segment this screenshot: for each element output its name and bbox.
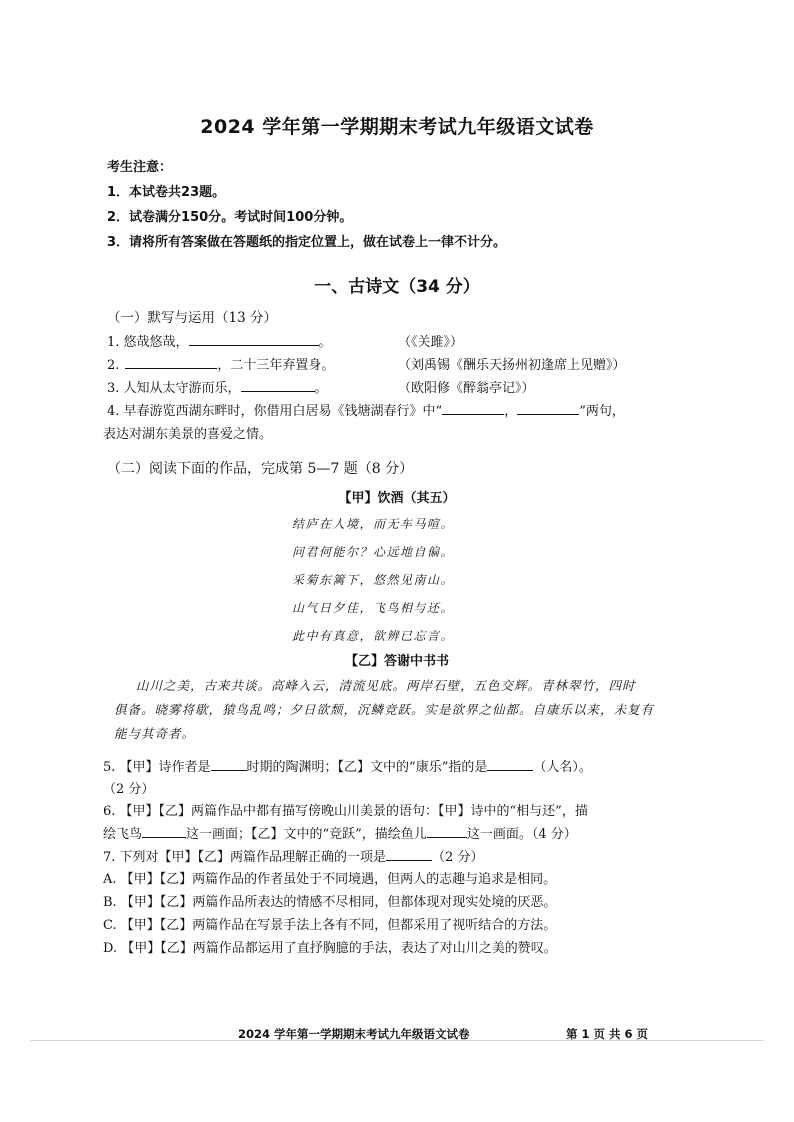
q3-suffix: 。 <box>314 381 328 396</box>
page-title: 2024 学年第一学期期末考试九年级语文试卷 <box>200 116 594 138</box>
q4-text-c: ”两句， <box>579 404 625 419</box>
answer-blank <box>125 356 217 369</box>
section-title: 一、古诗文（34 分） <box>314 277 480 297</box>
q2-prefix: 2. <box>107 358 120 373</box>
page-number: 第 1 页 共 6 页 <box>566 1027 649 1041</box>
q1-suffix: 。 <box>318 335 332 350</box>
notice-item: 2．试卷满分150分。考试时间100分钟。 <box>107 210 353 225</box>
q6-text-b: 这一画面；【乙】文中的“竞跃”，描绘鱼儿 <box>186 827 427 842</box>
poem-line: 结庐在人境，而无车马喧。 <box>292 517 455 531</box>
notice-item: 3．请将所有答案做在答题纸的指定位置上，做在试卷上一律不计分。 <box>107 235 507 250</box>
question-6: 6. 【甲】【乙】两篇作品中都有描写傍晚山川美景的语句：【甲】诗中的“相与还”，描 <box>103 804 588 819</box>
q4-line2: 表达对湖东美景的喜爱之情。 <box>103 427 273 442</box>
poem-line: 问君何能尔？心远地自偏。 <box>292 545 455 559</box>
q2-suffix: ，二十三年弃置身。 <box>217 358 335 373</box>
q3-source: （欧阳修《醉翁亭记》） <box>398 381 535 396</box>
prose-line: 山川之美，古来共谈。高峰入云，清流见底。两岸石壁，五色交辉。青林翠竹，四时 <box>136 678 636 693</box>
question-7 <box>103 846 483 865</box>
question-5 <box>103 756 592 775</box>
answer-blank <box>427 825 467 838</box>
part1-heading: （一）默写与运用（13 分） <box>107 310 277 326</box>
answer-blank <box>142 825 186 838</box>
option-a: A. 【甲】【乙】两篇作品的作者虽处于不同境遇，但两人的志趣与追求是相同。 <box>103 872 557 887</box>
q6-line2 <box>103 823 577 842</box>
answer-blank <box>189 333 319 346</box>
q1-prefix: 1. 悠哉悠哉， <box>107 335 189 350</box>
notice-heading: 考生注意： <box>107 160 173 175</box>
option-b: B. 【甲】【乙】两篇作品所表达的情感不尽相同，但都体现对现实处境的厌恶。 <box>103 895 557 910</box>
question-4 <box>107 400 625 419</box>
q5-text-b: 时期的陶渊明；【乙】文中的“康乐”指的是 <box>246 760 488 775</box>
poem-line: 此中有真意，欲辨已忘言。 <box>292 629 455 643</box>
poem-title: 【甲】饮酒（其五） <box>338 491 456 506</box>
poem-line: 山气日夕佳，飞鸟相与还。 <box>292 601 455 615</box>
q4-text-b: ， <box>504 404 518 419</box>
q5-score: （2 分） <box>103 782 155 797</box>
option-d: D. 【甲】【乙】两篇作品都运用了直抒胸臆的手法，表达了对山川之美的赞叹。 <box>103 941 557 956</box>
answer-blank <box>487 758 533 771</box>
q5-text-a: 5. 【甲】诗作者是 <box>103 760 211 775</box>
question-1 <box>107 331 332 350</box>
q4-text-a: 4. 早春游览西湖东畔时，你借用白居易《钱塘湖春行》中“ <box>107 404 443 419</box>
option-c: C. 【甲】【乙】两篇作品在写景手法上各有不同，但都采用了视听结合的方法。 <box>103 918 557 933</box>
q1-source: （《关雎》） <box>398 335 464 350</box>
answer-blank <box>517 402 579 415</box>
poem-line: 采菊东篱下，悠然见南山。 <box>292 573 455 587</box>
answer-blank <box>211 758 247 771</box>
notice-item: 1．本试卷共23题。 <box>107 185 226 200</box>
q7-text-b: （2 分） <box>432 850 484 865</box>
q7-text-a: 7. 下列对【甲】【乙】两篇作品理解正确的一项是 <box>103 850 387 865</box>
answer-blank <box>386 848 432 861</box>
q2-source: （刘禹锡《酬乐天扬州初逢席上见赠》） <box>398 358 626 373</box>
answer-blank <box>442 402 504 415</box>
prose-line: 能与其奇者。 <box>114 726 196 741</box>
answer-blank <box>241 379 315 392</box>
question-3 <box>107 377 328 396</box>
q6-text-a: 绘飞鸟 <box>103 827 143 842</box>
footer-title: 2024 学年第一学期期末考试九年级语文试卷 <box>238 1027 470 1041</box>
prose-line: 俱备。晓雾将歇，猿鸟乱鸣；夕日欲颓，沉鳞竞跃。实是欲界之仙都。自康乐以来，未复有 <box>114 702 655 717</box>
question-2 <box>107 354 334 373</box>
prose-title: 【乙】答谢中书书 <box>344 654 449 669</box>
part2-heading: （二）阅读下面的作品，完成第 5—7 题（8 分） <box>107 461 414 477</box>
q3-prefix: 3. 人知从太守游而乐， <box>107 381 241 396</box>
q5-text-c: （人名）。 <box>533 760 592 775</box>
q6-text-c: 这一画面。（4 分） <box>466 827 577 842</box>
